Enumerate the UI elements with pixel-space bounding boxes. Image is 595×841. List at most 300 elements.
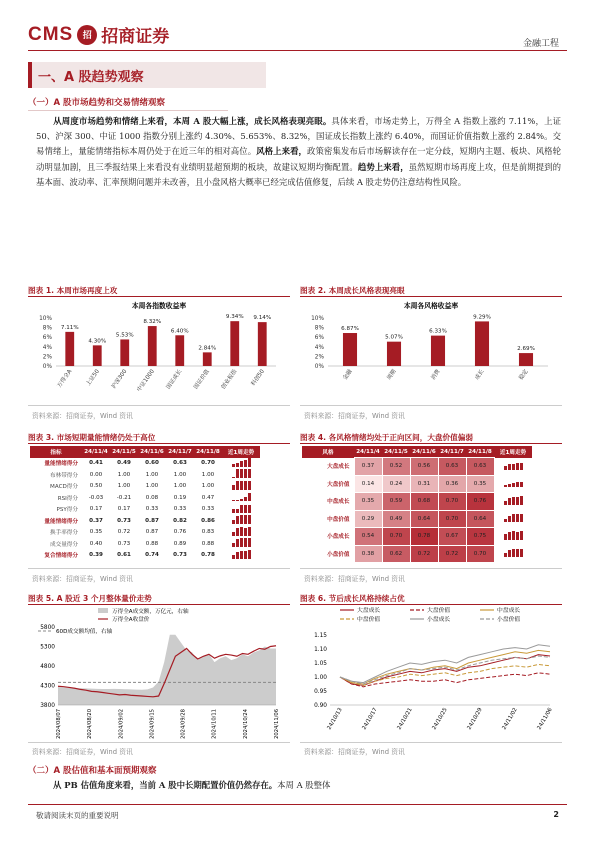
sparkline-bar (508, 498, 511, 505)
fig6-xtick: 24/10/25 (431, 707, 449, 731)
page-number: 2 (553, 810, 559, 819)
sparkline-bar (236, 500, 239, 501)
header-divider (28, 50, 567, 51)
table-cell: 0.63 (466, 458, 494, 476)
section-title: 一、A 股趋势观察 (28, 62, 266, 88)
fig1-xtick: 国证成长 (165, 368, 184, 391)
table-cell: 0.78 (410, 528, 438, 546)
table-cell: 0.72 (117, 529, 131, 536)
fig1-bar (148, 326, 157, 366)
table-cell: 0.41 (89, 460, 103, 467)
fig6-xtick: 24/10/21 (396, 707, 414, 731)
footer-divider (28, 804, 567, 805)
fig4-table-wrap (302, 446, 532, 563)
table-cell: 0.35 (466, 475, 494, 493)
fig3-source: 资料来源：招商证券，Wind 资讯 (32, 575, 133, 583)
fig1-data-label: 9.14% (253, 315, 272, 322)
sparkline (232, 550, 251, 559)
table-cell: 0.88 (201, 540, 215, 547)
fig1-bar (93, 345, 102, 366)
sparkline-bar (512, 497, 515, 505)
fig2-chart-title: 本周各风格收益率 (403, 302, 459, 310)
fig5-xtick: 2024/10/24 (242, 709, 249, 739)
sparkline-bar (520, 549, 523, 557)
fig1-bar (65, 332, 74, 366)
paragraph-lead-3: 趋势上来看， (357, 161, 409, 172)
table-cell: 0.31 (410, 475, 438, 493)
sparkline-bar (520, 496, 523, 505)
fig6-legend-label: 小盘价值 (497, 617, 521, 623)
fig2-xtick: 周期 (386, 368, 398, 382)
fig5-xtick: 2024/08/07 (56, 709, 62, 739)
table-cell: 0.87 (145, 529, 159, 536)
table-cell: 0.67 (438, 528, 466, 546)
paragraph-body-1: 具体来看，市场走势上，万得全 A 指数上涨约 7.11%，上证 50、沪深 300、中证 1000 指数分别上涨约 4.30%、5.653%、8.32%，国证成长指数上涨约 6.40%，而国证价值指数上涨约 2.84%。交易情绪上，量能情绪指标本周仍处于在近三年的相对高位。 (36, 116, 562, 157)
table-cell: 0.72 (438, 545, 466, 563)
sparkline-bar (516, 532, 519, 540)
sparkline-bar (248, 458, 251, 467)
table-row (30, 504, 260, 516)
fig6-legend-label: 中盘成长 (497, 608, 521, 614)
sparkline (504, 531, 523, 540)
fig5-legend-swatch-turnover (98, 608, 108, 613)
table-cell: 0.35 (354, 493, 382, 511)
fig1-ytick: 8% (42, 325, 52, 332)
fig5-xtick: 2024/08/20 (87, 709, 94, 739)
fig1-xtick: 创业板指 (220, 368, 239, 391)
fig3-table (30, 446, 260, 561)
table-header-cell: 近1周走势 (494, 446, 532, 458)
subsection2-title: （二）A 股估值和基本面预期观察 (28, 766, 157, 776)
table-cell: 1.00 (145, 483, 159, 490)
table-cell: 0.47 (201, 494, 215, 501)
sparkline-bar (232, 520, 235, 524)
fig1-data-label: 4.30% (88, 338, 107, 345)
table-cell: 0.70 (438, 493, 466, 511)
table-cell: 0.70 (382, 528, 410, 546)
fig5-turnover-area (58, 635, 276, 705)
table-header-cell: 24/11/5 (110, 446, 138, 458)
sparkline-bar (244, 551, 247, 559)
fig1-xtick: 沪深300 (110, 368, 129, 391)
sparkline-bar (248, 550, 251, 559)
sparkline (504, 513, 523, 522)
sparkline-bar (244, 538, 247, 547)
sparkline-bar (516, 514, 519, 522)
table-cell: 0.24 (382, 475, 410, 493)
sparkline-cell (222, 458, 260, 470)
table-cell: 0.59 (382, 493, 410, 511)
sparkline (504, 461, 523, 470)
sparkline-cell (222, 469, 260, 481)
table-header-cell: 24/11/5 (382, 446, 410, 458)
fig6-chart (300, 605, 562, 741)
table-cell: 0.14 (354, 475, 382, 493)
fig2-chart (300, 298, 562, 404)
sparkline-bar (504, 466, 507, 470)
sparkline-bar (240, 505, 243, 513)
table-cell: 1.00 (201, 471, 215, 478)
footer-disclaimer: 敬请阅读末页的重要说明 (36, 811, 119, 820)
table-cell: 0.29 (354, 510, 382, 528)
table-cell: 0.08 (145, 494, 159, 501)
sparkline-bar (512, 531, 515, 540)
table-row (302, 458, 532, 476)
table-cell: 0.64 (410, 510, 438, 528)
sparkline-bar (508, 484, 511, 487)
table-cell: -0.03 (88, 494, 104, 501)
fig6-xtick: 24/10/29 (466, 707, 484, 731)
fig3-rule (28, 443, 290, 444)
fig4-bottom-rule (300, 568, 562, 569)
fig2-xtick: 成长 (474, 368, 486, 382)
table-row (30, 538, 260, 550)
fig2-ytick: 10% (311, 316, 324, 322)
table-cell: 0.61 (117, 552, 131, 559)
subsection-title: （一）A 股市场趋势和交易情绪观察 (28, 98, 166, 108)
sparkline-cell (494, 475, 532, 493)
sparkline-bar (232, 532, 235, 536)
table-cell: 0.74 (145, 552, 159, 559)
table-row (30, 492, 260, 504)
row-label: 换手率得分 (50, 530, 78, 537)
table-cell: 0.60 (145, 460, 159, 467)
fig2-ytick: 4% (314, 344, 324, 351)
sparkline-bar (232, 555, 235, 559)
table-cell: 1.00 (117, 483, 131, 490)
row-label: 中盘价值 (327, 516, 350, 523)
sparkline-bar (248, 469, 251, 478)
sparkline (504, 496, 523, 505)
fig2-data-label: 6.87% (341, 326, 359, 333)
sparkline-bar (244, 469, 247, 478)
table-cell: 0.70 (466, 545, 494, 563)
body-paragraph-2 (36, 779, 561, 791)
table-row (302, 475, 532, 493)
table-row (30, 550, 260, 562)
table-cell: 0.82 (173, 517, 187, 524)
sparkline-bar (504, 501, 507, 505)
row-label: 小盘价值 (327, 551, 350, 558)
fig2-ytick: 2% (314, 354, 324, 361)
sparkline-bar (244, 528, 247, 536)
fig1-ytick: 6% (42, 335, 52, 342)
table-cell: 0.49 (117, 460, 131, 467)
sparkline-bar (236, 552, 239, 559)
table-cell: 0.68 (410, 493, 438, 511)
sparkline-bar (516, 463, 519, 470)
sparkline (232, 458, 251, 467)
sparkline-bar (520, 514, 523, 522)
fig2-ytick: 6% (314, 335, 324, 342)
fig2-data-label: 5.07% (385, 334, 403, 341)
sparkline-bar (508, 550, 511, 557)
table-header-cell: 24/11/7 (438, 446, 466, 458)
header-logo (28, 22, 169, 47)
sparkline-bar (232, 477, 235, 478)
fig1-xtick: 万得全A (56, 368, 74, 390)
table-row (30, 469, 260, 481)
row-label: MACD得分 (50, 484, 78, 491)
sparkline-bar (236, 528, 239, 536)
table-header-cell: 24/11/7 (166, 446, 194, 458)
fig1-title: 图表 1. 本周市场再度上攻 (28, 286, 118, 295)
fig6-series-line (340, 645, 550, 683)
sparkline-bar (512, 549, 515, 557)
fig3-bottom-rule (28, 568, 290, 569)
fig1-ytick: 0% (42, 364, 52, 370)
fig2-data-label: 6.33% (429, 328, 447, 335)
sparkline-bar (232, 464, 235, 467)
fig1-chart-title: 本周各指数收益率 (131, 302, 187, 310)
logo-text: CMS (28, 23, 74, 45)
table-cell: 0.17 (117, 506, 131, 513)
sparkline-bar (248, 481, 251, 490)
table-cell: 0.83 (201, 529, 215, 536)
fig1-data-label: 5.53% (115, 332, 134, 339)
row-label: PSY得分 (56, 507, 78, 514)
fig5-legend-close: 万得全A收盘价 (112, 617, 150, 623)
fig6-ytick: 1.05 (314, 661, 327, 667)
table-cell: 0.50 (89, 483, 103, 490)
logo-company-name: 招商证券 (101, 27, 170, 47)
fig1-data-label: 9.34% (225, 314, 244, 321)
sparkline (232, 538, 251, 547)
table-cell: 0.73 (117, 517, 131, 524)
sparkline-cell (494, 458, 532, 476)
sparkline-bar (240, 527, 243, 536)
table-header-cell: 指标 (30, 446, 82, 458)
fig2-bar (475, 321, 489, 366)
table-cell: 0.63 (173, 460, 187, 467)
row-label: 复合情绪得分 (44, 553, 78, 560)
paragraph-lead: 从周度市场趋势和情绪上来看，本周 A 股大幅上涨，成长风格表现亮眼。 (53, 116, 332, 126)
fig5-bottom-rule (28, 742, 290, 743)
sparkline-bar (504, 534, 507, 540)
fig6-bottom-rule (300, 742, 562, 743)
table-cell: 0.73 (173, 552, 187, 559)
fig5-xtick: 2024/11/06 (274, 709, 280, 739)
table-cell: 0.19 (173, 494, 187, 501)
table-cell: 0.54 (354, 528, 382, 546)
fig3-title: 图表 3. 市场短期量能情绪仍处于高位 (28, 433, 156, 442)
sparkline (504, 478, 523, 487)
sparkline-bar (244, 460, 247, 467)
sparkline-bar (516, 497, 519, 505)
fig2-data-label: 2.69% (517, 346, 535, 353)
sparkline-bar (240, 469, 243, 478)
fig1-xtick: 中证1000 (136, 368, 156, 393)
sparkline-bar (248, 527, 251, 536)
fig1-ytick: 4% (42, 344, 52, 351)
table-cell: 0.88 (145, 540, 159, 547)
sparkline-cell (494, 493, 532, 511)
fig5-xtick: 2024/09/28 (180, 709, 187, 739)
sparkline-bar (244, 497, 247, 501)
fig2-xtick: 金融 (342, 368, 354, 382)
table-cell: 0.76 (466, 493, 494, 511)
table-cell: 1.00 (145, 471, 159, 478)
fig2-source: 资料来源：招商证券，Wind 资讯 (304, 412, 405, 420)
fig6-ytick: 0.95 (314, 689, 327, 695)
fig6-xtick: 24/11/06 (536, 707, 554, 731)
sparkline-bar (240, 538, 243, 547)
table-cell: 0.89 (173, 540, 187, 547)
row-label: 布林带得分 (50, 472, 78, 479)
fig5-chart (28, 605, 290, 741)
sparkline-cell (222, 538, 260, 550)
sparkline-bar (504, 519, 507, 522)
paragraph-lead-2: 风格上来看， (256, 146, 308, 157)
sparkline-bar (512, 464, 515, 470)
fig4-table (302, 446, 532, 563)
fig6-ytick: 1.15 (314, 633, 327, 639)
sparkline-bar (240, 461, 243, 467)
table-cell: 0.52 (382, 458, 410, 476)
sparkline-bar (248, 538, 251, 547)
fig2-bottom-rule (300, 405, 562, 406)
fig6-xtick: 24/10/13 (326, 707, 344, 731)
sparkline-bar (232, 500, 235, 501)
table-cell: 1.00 (173, 483, 187, 490)
sparkline-cell (222, 515, 260, 527)
sparkline-cell (222, 504, 260, 516)
table-header-cell: 24/11/4 (354, 446, 382, 458)
sparkline-bar (232, 543, 235, 547)
sparkline-bar (240, 551, 243, 559)
table-cell: 1.00 (117, 471, 131, 478)
sparkline-bar (508, 532, 511, 540)
sparkline-cell (222, 527, 260, 539)
row-label: RSI得分 (57, 495, 78, 502)
fig5-ytick: 4800 (40, 664, 55, 670)
sparkline (232, 492, 251, 501)
fig2-xtick: 消费 (430, 368, 442, 382)
sparkline-bar (508, 464, 511, 470)
sparkline-cell (494, 510, 532, 528)
fig5-legend-turnover: 万得全A成交额，万亿元，右轴 (112, 609, 189, 615)
sparkline-bar (236, 463, 239, 467)
table-header-cell: 风格 (302, 446, 354, 458)
table-cell: 0.37 (89, 517, 103, 524)
sparkline-cell (494, 545, 532, 563)
fig1-ytick: 10% (39, 316, 52, 322)
fig1-rule (28, 296, 290, 297)
table-header-cell: 24/11/8 (466, 446, 494, 458)
fig1-source: 资料来源：招商证券，Wind 资讯 (32, 412, 133, 420)
sparkline-bar (248, 515, 251, 524)
sparkline-cell (222, 481, 260, 493)
paragraph2-lead: 从 PB 估值角度来看，当前 A 股中长期配置价值仍然存在。 (53, 780, 278, 790)
table-row (302, 545, 532, 563)
fig1-xtick: 上证50 (85, 368, 101, 388)
paragraph-body-2: 政策密集发布后市场解读存在一定分歧，短期内主题、板块、风格轮动明显加剧，且三季报结果上来看没有业绩明显超预期的板块，故建议短期均衡配置。 (36, 146, 562, 172)
table-cell: 0.35 (89, 529, 103, 536)
fig5-ytick: 5800 (40, 625, 55, 631)
fig1-xtick: 国证价值 (193, 368, 211, 391)
fig5-xtick: 2024/10/11 (211, 709, 218, 739)
fig3-table-wrap (30, 446, 260, 561)
table-cell: 0.37 (354, 458, 382, 476)
fig5-xtick: 2024/09/02 (118, 709, 125, 739)
table-header-cell: 24/11/4 (82, 446, 110, 458)
fig1-ytick: 2% (42, 354, 52, 361)
fig6-ytick: 0.90 (314, 703, 327, 709)
row-label: 大盘价值 (327, 481, 350, 488)
fig1-chart (28, 298, 290, 404)
table-cell: 0.87 (145, 517, 159, 524)
fig1-data-label: 2.84% (198, 345, 217, 352)
table-row (302, 510, 532, 528)
table-row (302, 493, 532, 511)
table-cell: 0.78 (201, 552, 215, 559)
sparkline-bar (520, 531, 523, 540)
table-row (30, 458, 260, 470)
table-cell: 0.75 (466, 528, 494, 546)
fig6-source: 资料来源：招商证券，Wind 资讯 (304, 748, 405, 756)
logo-badge-icon: 招 (77, 25, 97, 45)
row-label: 大盘成长 (327, 464, 350, 471)
sparkline-bar (520, 482, 523, 487)
table-row (30, 515, 260, 527)
sparkline-cell (494, 528, 532, 546)
fig5-ytick: 3800 (40, 703, 55, 709)
paragraph2-body: 本周 A 股整体 (277, 780, 331, 790)
fig2-bar (431, 336, 445, 366)
table-cell: 0.73 (117, 540, 131, 547)
fig1-bar (203, 352, 212, 366)
fig1-data-label: 6.40% (170, 328, 189, 335)
table-cell: 0.33 (173, 506, 187, 513)
table-cell: 0.70 (438, 510, 466, 528)
sparkline-bar (244, 515, 247, 524)
sparkline-bar (512, 514, 515, 522)
table-cell: 0.62 (382, 545, 410, 563)
fig6-xtick: 24/11/02 (501, 707, 519, 731)
fig5-ytick: 4300 (40, 683, 55, 690)
table-row (302, 528, 532, 546)
fig5-legend-ma60: 60D成交额均值，右轴 (56, 629, 113, 635)
table-cell: -0.21 (116, 494, 132, 501)
fig6-legend-label: 大盘成长 (357, 608, 381, 614)
row-label: 量能情绪得分 (44, 518, 78, 525)
table-header-cell: 24/11/6 (138, 446, 166, 458)
fig1-bottom-rule (28, 405, 290, 406)
fig2-bar (387, 342, 401, 366)
sparkline-bar (236, 481, 239, 490)
sparkline-bar (232, 509, 235, 513)
sparkline-bar (232, 485, 235, 490)
table-cell: 0.70 (201, 460, 215, 467)
sparkline (232, 504, 251, 513)
fig5-ytick: 5300 (40, 644, 55, 651)
fig2-bar (519, 353, 533, 366)
fig1-bar (175, 335, 184, 366)
sparkline-bar (244, 481, 247, 490)
row-label: 中盘成长 (327, 499, 350, 506)
fig4-title: 图表 4. 各风格情绪均处于正向区间，大盘价值偏弱 (300, 433, 473, 442)
sparkline-bar (248, 505, 251, 513)
sparkline-bar (240, 481, 243, 490)
table-header-cell: 24/11/6 (410, 446, 438, 458)
table-cell: 0.72 (410, 545, 438, 563)
sparkline-bar (520, 463, 523, 470)
fig6-legend-label: 小盘成长 (427, 617, 451, 623)
fig1-bar (258, 322, 267, 366)
fig1-data-label: 7.11% (60, 324, 79, 331)
table-cell: 0.64 (466, 510, 494, 528)
fig5-source: 资料来源：招商证券，Wind 资讯 (32, 748, 133, 756)
